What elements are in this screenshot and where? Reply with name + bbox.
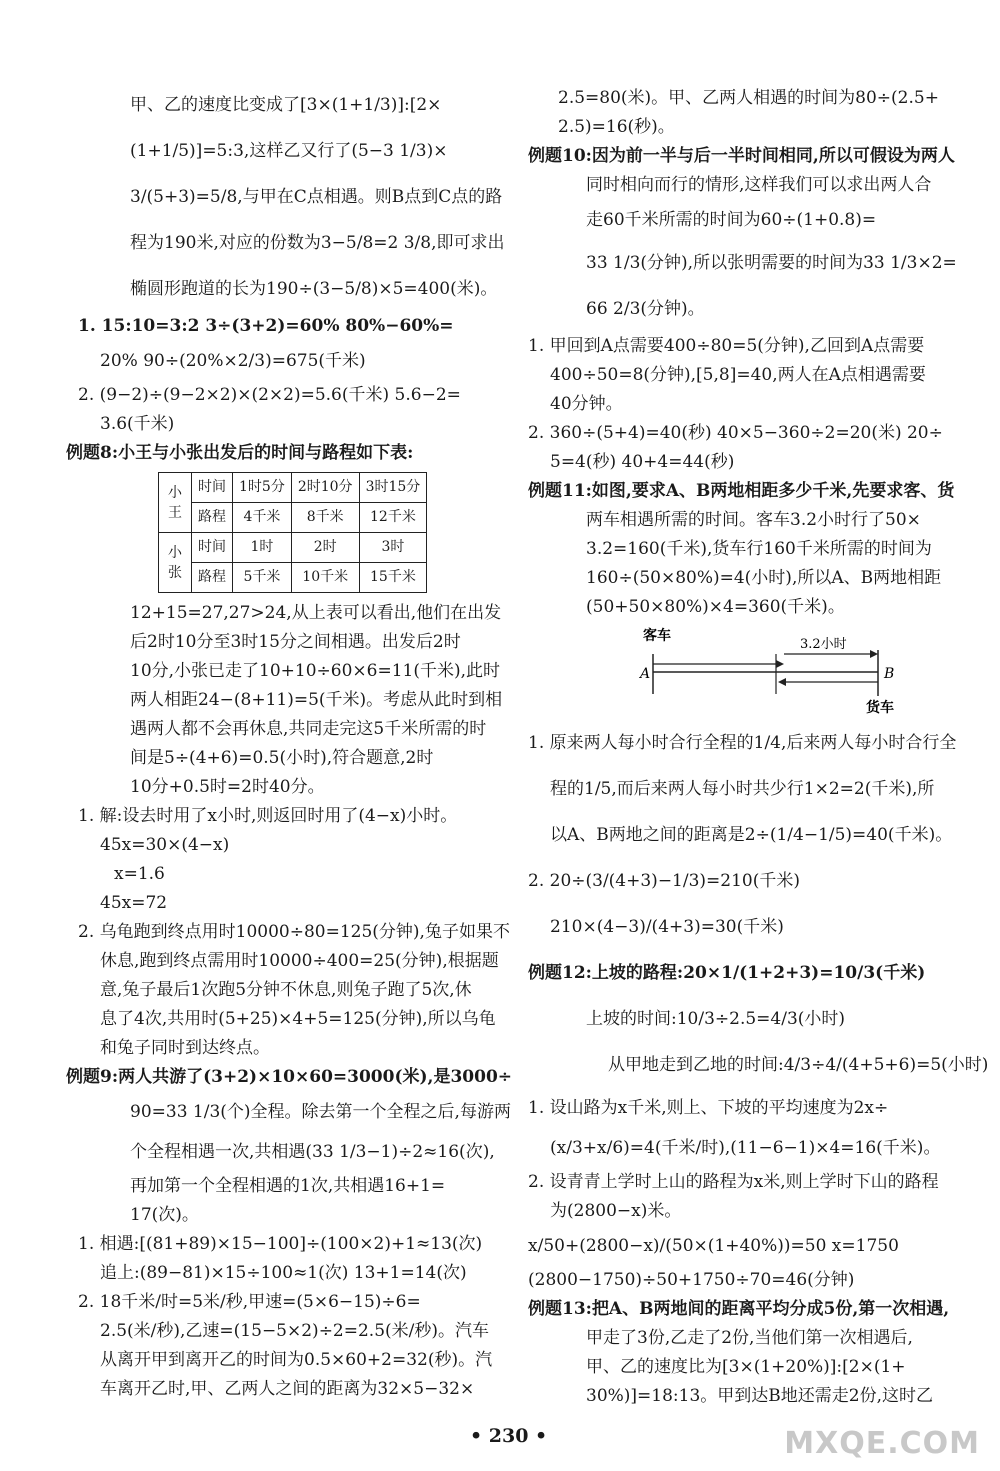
table-cell: 8千米 xyxy=(291,503,359,533)
text-line: (2800−1750)÷50+1750÷70=46(分钟) xyxy=(528,1270,855,1290)
diagram-label-passenger-car: 客车 xyxy=(643,628,671,644)
table-row xyxy=(159,533,427,563)
text-line: 2.5)=16(秒)。 xyxy=(558,117,675,137)
meeting-diagram xyxy=(528,624,953,716)
exercise-line: 1. 甲回到A点需要400÷80=5(分钟),乙回到A点需要 xyxy=(528,336,925,356)
right-column xyxy=(528,84,989,1411)
example-heading: 例题9:两人共游了(3+2)×10×60=3000(米),是3000÷ xyxy=(66,1067,513,1087)
text-line: (1+1/5)]=5:3,这样乙又行了(5−3 1/3)× xyxy=(130,141,448,161)
text-line: 45x=72 xyxy=(100,893,168,913)
text-line: 同时相向而行的情形,这样我们可以求出两人合 xyxy=(586,175,932,195)
table-cell: 3时15分 xyxy=(359,473,427,503)
diagram-point-b: B xyxy=(884,666,895,682)
text-line: x/50+(2800−x)/(50×(1+40%))=50 x=1750 xyxy=(528,1236,899,1256)
exercise-line: 2. (9−2)÷(9−2×2)×(2×2)=5.6(千米) 5.6−2= xyxy=(78,385,461,405)
text-line: (50+50×80%)×4=360(千米)。 xyxy=(586,597,845,617)
example-heading: 例题10:因为前一半与后一半时间相同,所以可假设为两人 xyxy=(528,146,955,166)
text-line: 5=4(秒) 40+4=44(秒) xyxy=(550,452,735,472)
text-line: 12+15=27,27>24,从上表可以看出,他们在出发 xyxy=(130,603,502,623)
table-cell: 1时 xyxy=(233,533,292,563)
arrow-left-icon xyxy=(778,678,786,686)
table-row xyxy=(159,473,427,503)
exercise-line: 2. 18千米/时=5米/秒,甲速=(5×6−15)÷6= xyxy=(78,1292,421,1312)
exercise-line: 1. 相遇:[(81+89)×15−100]÷(100×2)+1≈13(次) xyxy=(78,1234,483,1254)
table-cell: 小张 xyxy=(159,533,192,593)
table-cell: 3时 xyxy=(359,533,427,563)
schedule-table xyxy=(158,472,427,593)
text-line: 160÷(50×80%)=4(小时),所以A、B两地相距 xyxy=(586,568,942,588)
text-line: 椭圆形跑道的长为190÷(3−5/8)×5=400(米)。 xyxy=(130,279,498,299)
table-cell: 12千米 xyxy=(359,503,427,533)
text-line: 两人相距24−(8+11)=5(千米)。考虑从此时到相 xyxy=(130,690,503,710)
exercise-line: 1. 15:10=3:2 3÷(3+2)=60% 80%−60%= xyxy=(78,316,454,336)
text-line: 10分+0.5时=2时40分。 xyxy=(130,777,325,797)
example-heading: 例题8:小王与小张出发后的时间与路程如下表: xyxy=(66,443,414,463)
text-line: 30%)]=18:13。甲到达B地还需走2份,这时乙 xyxy=(586,1386,933,1406)
text-line: 遇两人都不会再休息,共同走完这5千米所需的时 xyxy=(130,719,487,739)
table-cell: 4千米 xyxy=(233,503,292,533)
text-line: 17(次)。 xyxy=(130,1205,199,1225)
text-line: 从离开甲到离开乙的时间为0.5×60+2=32(秒)。汽 xyxy=(100,1350,493,1370)
text-line: 和兔子同时到达终点。 xyxy=(100,1038,270,1058)
text-line: 以A、B两地之间的距离是2÷(1/4−1/5)=40(千米)。 xyxy=(550,825,953,845)
exercise-line: 1. 原来两人每小时合行全程的1/4,后来两人每小时合行全 xyxy=(528,733,957,753)
exercise-line: 2. 20÷(3/(4+3)−1/3)=210(千米) xyxy=(528,871,801,891)
example-heading: 例题13:把A、B两地间的距离平均分成5份,第一次相遇, xyxy=(528,1299,950,1319)
table-cell: 2时 xyxy=(291,533,359,563)
table-cell: 10千米 xyxy=(291,563,359,593)
text-line: 3.6(千米) xyxy=(100,414,175,434)
text-line: 车离开乙时,甲、乙两人之间的距离为32×5−32× xyxy=(100,1379,475,1399)
text-line: (x/3+x/6)=4(千米/时),(11−6−1)×4=16(千米)。 xyxy=(550,1138,941,1158)
table-row xyxy=(159,503,427,533)
diagram-point-a: A xyxy=(640,666,651,682)
text-line: 甲、乙的速度比为[3×(1+20%)]:[2×(1+ xyxy=(586,1357,906,1377)
text-line: 甲走了3份,乙走了2份,当他们第一次相遇后, xyxy=(586,1328,913,1348)
table-cell: 1时5分 xyxy=(233,473,292,503)
text-line: 息了4次,共用时(5+25)×4+5=125(分钟),所以乌龟 xyxy=(100,1009,496,1029)
text-line: 走60千米所需的时间为60÷(1+0.8)= xyxy=(586,210,877,230)
text-line: 3/(5+3)=5/8,与甲在C点相遇。则B点到C点的路 xyxy=(130,187,503,207)
text-line: x=1.6 xyxy=(114,864,165,884)
exercise-line: 2. 360÷(5+4)=40(秒) 40×5−360÷2=20(米) 20÷ xyxy=(528,423,943,443)
text-line: 33 1/3(分钟),所以张明需要的时间为33 1/3×2= xyxy=(586,253,957,273)
example-heading: 例题12:上坡的路程:20×1/(1+2+3)=10/3(千米) xyxy=(528,963,926,983)
text-line: 追上:(89−81)×15÷100≈1(次) 13+1=14(次) xyxy=(100,1263,467,1283)
text-line: 90=33 1/3(个)全程。除去第一个全程之后,每游两 xyxy=(130,1102,511,1122)
text-line: 个全程相遇一次,共相遇(33 1/3−1)÷2≈16(次), xyxy=(130,1142,495,1162)
text-line: 45x=30×(4−x) xyxy=(100,835,230,855)
watermark-logo: MXQE.COM xyxy=(784,1426,980,1461)
text-line: 程为190米,对应的份数为3−5/8=2 3/8,即可求出 xyxy=(130,233,505,253)
text-line: 休息,跑到终点需用时10000÷400=25(分钟),根据题 xyxy=(100,951,499,971)
text-line: 两车相遇所需的时间。客车3.2小时行了50× xyxy=(586,510,921,530)
diagram-time-label: 3.2小时 xyxy=(800,637,847,652)
text-line: 400÷50=8(分钟),[5,8]=40,两人在A点相遇需要 xyxy=(550,365,926,385)
table-cell: 2时10分 xyxy=(291,473,359,503)
table-cell: 5千米 xyxy=(233,563,292,593)
text-line: 2.5(米/秒),乙速=(15−5×2)÷2=2.5(米/秒)。汽车 xyxy=(100,1321,490,1341)
exercise-line: 2. 设青青上学时上山的路程为x米,则上学时下山的路程 xyxy=(528,1172,939,1192)
text-line: 3.2=160(千米),货车行160千米所需的时间为 xyxy=(586,539,932,559)
table-row xyxy=(159,563,427,593)
table-cell: 路程 xyxy=(192,563,233,593)
page-number: • 230 • xyxy=(470,1425,548,1447)
exercise-line: 2. 乌龟跑到终点用时10000÷80=125(分钟),兔子如果不 xyxy=(78,922,510,942)
diagram-label-freight-car: 货车 xyxy=(866,700,894,716)
table-cell: 时间 xyxy=(192,533,233,563)
text-line: 间是5÷(4+6)=0.5(小时),符合题意,2时 xyxy=(130,748,434,768)
text-line: 210×(4−3)/(4+3)=30(千米) xyxy=(550,917,784,937)
exercise-line: 1. 解:设去时用了x小时,则返回时用了(4−x)小时。 xyxy=(78,806,458,826)
text-line: 从甲地走到乙地的时间:4/3÷4/(4+5+6)=5(小时) xyxy=(608,1055,989,1075)
text-line: 甲、乙的速度比变成了[3×(1+1/3)]:[2× xyxy=(130,95,442,115)
table-cell: 小王 xyxy=(159,473,192,533)
text-line: 2.5=80(米)。甲、乙两人相遇的时间为80÷(2.5+ xyxy=(558,88,939,108)
left-column xyxy=(66,82,513,1404)
table-cell: 15千米 xyxy=(359,563,427,593)
text-line: 程的1/5,而后来两人每小时共少行1×2=2(千米),所 xyxy=(550,779,935,799)
exercise-line: 1. 设山路为x千米,则上、下坡的平均速度为2x÷ xyxy=(528,1098,889,1118)
text-line: 后2时10分至3时15分之间相遇。出发后2时 xyxy=(130,632,461,652)
text-line: 66 2/3(分钟)。 xyxy=(586,299,705,319)
table-cell: 路程 xyxy=(192,503,233,533)
text-line: 再加第一个全程相遇的1次,共相遇16+1= xyxy=(130,1176,446,1196)
diagram-svg xyxy=(528,624,953,716)
text-line: 20% 90÷(20%×2/3)=675(千米) xyxy=(100,351,366,371)
text-line: 40分钟。 xyxy=(550,394,623,414)
arrow-right-icon xyxy=(870,650,878,658)
text-line: 上坡的时间:10/3÷2.5=4/3(小时) xyxy=(586,1009,846,1029)
arrow-right-icon xyxy=(776,660,784,668)
example-heading: 例题11:如图,要求A、B两地相距多少千米,先要求客、货 xyxy=(528,481,955,501)
text-line: 10分,小张已走了10+10÷60×6=11(千米),此时 xyxy=(130,661,501,681)
text-line: 意,兔子最后1次跑5分钟不休息,则兔子跑了5次,休 xyxy=(100,980,472,1000)
text-line: 为(2800−x)米。 xyxy=(550,1201,682,1221)
table-cell: 时间 xyxy=(192,473,233,503)
